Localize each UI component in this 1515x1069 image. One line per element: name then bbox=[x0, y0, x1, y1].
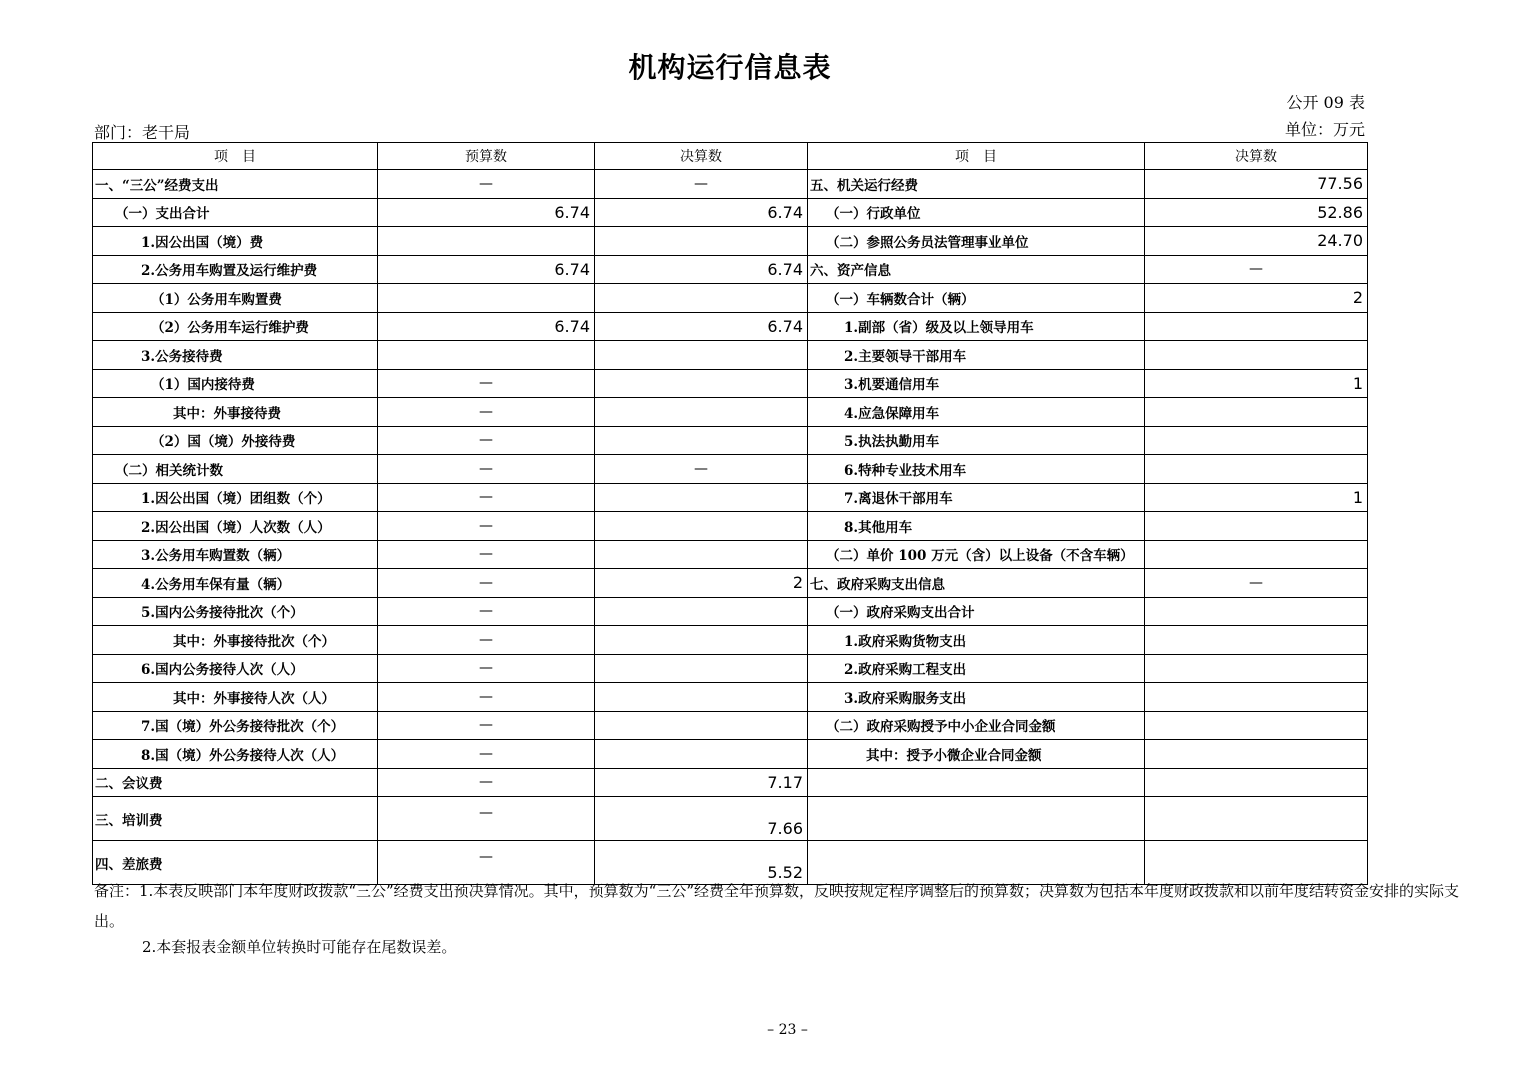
table-row bbox=[93, 426, 1368, 455]
table-row bbox=[93, 483, 1368, 512]
right-item-label: 7.离退休干部用车 bbox=[808, 483, 1145, 512]
right-item-label: 六、资产信息 bbox=[808, 255, 1145, 284]
header-item-left: 项 目 bbox=[93, 143, 378, 170]
final-value-right: 2 bbox=[1145, 284, 1368, 313]
final-value-right: 24.70 bbox=[1145, 227, 1368, 256]
final-value-right bbox=[1145, 597, 1368, 626]
left-item-label: （二）相关统计数 bbox=[93, 455, 378, 484]
final-value-left bbox=[595, 626, 808, 655]
right-item-label bbox=[808, 768, 1145, 797]
final-value-right bbox=[1145, 512, 1368, 541]
final-value-left bbox=[595, 740, 808, 769]
final-value-left: 7.17 bbox=[595, 768, 808, 797]
page-title: 机构运行信息表 bbox=[628, 51, 832, 84]
left-item-label: 3.公务用车购置数（辆） bbox=[93, 540, 378, 569]
table-row bbox=[93, 170, 1368, 199]
table-row bbox=[93, 797, 1368, 841]
final-value-left bbox=[595, 654, 808, 683]
table-header-row bbox=[93, 143, 1368, 170]
budget-value: — bbox=[378, 483, 595, 512]
budget-value: — bbox=[378, 597, 595, 626]
budget-value: — bbox=[378, 711, 595, 740]
final-value-left bbox=[595, 426, 808, 455]
final-value-right bbox=[1145, 455, 1368, 484]
final-value-left bbox=[595, 597, 808, 626]
budget-value: — bbox=[378, 841, 595, 885]
budget-value: — bbox=[378, 398, 595, 427]
left-item-label: 三、培训费 bbox=[93, 797, 378, 841]
header-final-left: 决算数 bbox=[595, 143, 808, 170]
right-item-label: （一）车辆数合计（辆） bbox=[808, 284, 1145, 313]
right-item-label: 七、政府采购支出信息 bbox=[808, 569, 1145, 598]
left-item-label: 7.国（境）外公务接待批次（个） bbox=[93, 711, 378, 740]
right-item-label: 2.政府采购工程支出 bbox=[808, 654, 1145, 683]
right-item-label: （一）行政单位 bbox=[808, 198, 1145, 227]
table-row bbox=[93, 654, 1368, 683]
table-number: 公开 09 表 bbox=[1286, 93, 1365, 112]
budget-value: — bbox=[378, 654, 595, 683]
right-item-label: 1.政府采购货物支出 bbox=[808, 626, 1145, 655]
department-label: 部门：老干局 bbox=[94, 123, 191, 142]
final-value-left bbox=[595, 683, 808, 712]
table-row bbox=[93, 597, 1368, 626]
right-item-label: 5.执法执勤用车 bbox=[808, 426, 1145, 455]
table-row bbox=[93, 255, 1368, 284]
footnote-1: 备注：1.本表反映部门本年度财政拨款“三公”经费支出预决算情况。其中，预算数为“三公”经费全年预算数，反映按规定程序调整后的预算数；决算数为包括本年度财政拨款和以前年度结转资金安排的实际支出。 bbox=[94, 882, 1459, 930]
left-item-label: 5.国内公务接待批次（个） bbox=[93, 597, 378, 626]
left-item-label: 其中：外事接待费 bbox=[93, 398, 378, 427]
table-row bbox=[93, 312, 1368, 341]
final-value-right bbox=[1145, 768, 1368, 797]
final-value-right: 77.56 bbox=[1145, 170, 1368, 199]
final-value-left bbox=[595, 398, 808, 427]
left-item-label: （1）国内接待费 bbox=[93, 369, 378, 398]
final-value-left bbox=[595, 512, 808, 541]
table-row bbox=[93, 683, 1368, 712]
final-value-left: 6.74 bbox=[595, 198, 808, 227]
final-value-right bbox=[1145, 626, 1368, 655]
final-value-left: — bbox=[595, 170, 808, 199]
final-value-right bbox=[1145, 740, 1368, 769]
table-row bbox=[93, 455, 1368, 484]
left-item-label: 一、“三公”经费支出 bbox=[93, 170, 378, 199]
left-item-label: 1.因公出国（境）费 bbox=[93, 227, 378, 256]
budget-value: 6.74 bbox=[378, 312, 595, 341]
right-item-label: 其中：授予小微企业合同金额 bbox=[808, 740, 1145, 769]
right-item-label bbox=[808, 797, 1145, 841]
unit-label: 单位：万元 bbox=[1284, 120, 1365, 139]
table-row bbox=[93, 768, 1368, 797]
final-value-left bbox=[595, 540, 808, 569]
table-row bbox=[93, 227, 1368, 256]
table-row bbox=[93, 512, 1368, 541]
final-value-left bbox=[595, 284, 808, 313]
header-budget: 预算数 bbox=[378, 143, 595, 170]
right-item-label: 6.特种专业技术用车 bbox=[808, 455, 1145, 484]
left-item-label: （2）国（境）外接待费 bbox=[93, 426, 378, 455]
table-row bbox=[93, 569, 1368, 598]
final-value-left bbox=[595, 711, 808, 740]
budget-value: — bbox=[378, 369, 595, 398]
budget-value: — bbox=[378, 170, 595, 199]
left-item-label: 1.因公出国（境）团组数（个） bbox=[93, 483, 378, 512]
final-value-left: — bbox=[595, 455, 808, 484]
budget-value: — bbox=[378, 626, 595, 655]
table-row bbox=[93, 398, 1368, 427]
left-item-label: 4.公务用车保有量（辆） bbox=[93, 569, 378, 598]
budget-value bbox=[378, 341, 595, 370]
final-value-right: — bbox=[1145, 569, 1368, 598]
header-final-right: 决算数 bbox=[1145, 143, 1368, 170]
left-item-label: 8.国（境）外公务接待人次（人） bbox=[93, 740, 378, 769]
right-item-label: （二）单价 100 万元（含）以上设备（不含车辆） bbox=[808, 540, 1145, 569]
final-value-left: 6.74 bbox=[595, 255, 808, 284]
footnote-2: 2.本套报表金额单位转换时可能存在尾数误差。 bbox=[142, 938, 457, 956]
left-item-label: 3.公务接待费 bbox=[93, 341, 378, 370]
right-item-label: 3.机要通信用车 bbox=[808, 369, 1145, 398]
final-value-right bbox=[1145, 312, 1368, 341]
right-item-label: （二）政府采购授予中小企业合同金额 bbox=[808, 711, 1145, 740]
left-item-label: 其中：外事接待人次（人） bbox=[93, 683, 378, 712]
table-row bbox=[93, 711, 1368, 740]
header-item-right: 项 目 bbox=[808, 143, 1145, 170]
budget-value bbox=[378, 227, 595, 256]
final-value-left: 5.52 bbox=[595, 841, 808, 885]
left-item-label: 二、会议费 bbox=[93, 768, 378, 797]
left-item-label: 2.因公出国（境）人次数（人） bbox=[93, 512, 378, 541]
final-value-right bbox=[1145, 797, 1368, 841]
budget-value: — bbox=[378, 455, 595, 484]
final-value-right: 1 bbox=[1145, 483, 1368, 512]
budget-value: — bbox=[378, 683, 595, 712]
final-value-right bbox=[1145, 683, 1368, 712]
table-row bbox=[93, 369, 1368, 398]
budget-value: — bbox=[378, 797, 595, 841]
right-item-label: （一）政府采购支出合计 bbox=[808, 597, 1145, 626]
budget-value: — bbox=[378, 540, 595, 569]
final-value-right: — bbox=[1145, 255, 1368, 284]
table-row bbox=[93, 540, 1368, 569]
final-value-right: 1 bbox=[1145, 369, 1368, 398]
final-value-right bbox=[1145, 711, 1368, 740]
final-value-right bbox=[1145, 654, 1368, 683]
right-item-label: 五、机关运行经费 bbox=[808, 170, 1145, 199]
table-row bbox=[93, 740, 1368, 769]
table-row bbox=[93, 626, 1368, 655]
budget-value: — bbox=[378, 569, 595, 598]
budget-value: — bbox=[378, 426, 595, 455]
right-item-label: 4.应急保障用车 bbox=[808, 398, 1145, 427]
left-item-label: （一）支出合计 bbox=[93, 198, 378, 227]
left-item-label: （2）公务用车运行维护费 bbox=[93, 312, 378, 341]
table-body bbox=[93, 170, 1368, 885]
left-item-label: （1）公务用车购置费 bbox=[93, 284, 378, 313]
budget-value: — bbox=[378, 512, 595, 541]
final-value-left bbox=[595, 369, 808, 398]
final-value-left bbox=[595, 227, 808, 256]
final-value-right bbox=[1145, 540, 1368, 569]
budget-value bbox=[378, 284, 595, 313]
right-item-label: 8.其他用车 bbox=[808, 512, 1145, 541]
final-value-right bbox=[1145, 341, 1368, 370]
budget-value: 6.74 bbox=[378, 198, 595, 227]
table-row bbox=[93, 284, 1368, 313]
right-item-label: 1.副部（省）级及以上领导用车 bbox=[808, 312, 1145, 341]
final-value-left: 2 bbox=[595, 569, 808, 598]
page-number: – 23 – bbox=[767, 1022, 808, 1038]
right-item-label: 3.政府采购服务支出 bbox=[808, 683, 1145, 712]
right-item-label: 2.主要领导干部用车 bbox=[808, 341, 1145, 370]
left-item-label: 四、差旅费 bbox=[93, 841, 378, 885]
final-value-left: 7.66 bbox=[595, 797, 808, 841]
budget-value: — bbox=[378, 740, 595, 769]
table-row bbox=[93, 341, 1368, 370]
final-value-left: 6.74 bbox=[595, 312, 808, 341]
institution-operation-table bbox=[92, 142, 1368, 885]
right-item-label: （二）参照公务员法管理事业单位 bbox=[808, 227, 1145, 256]
budget-value: 6.74 bbox=[378, 255, 595, 284]
final-value-right: 52.86 bbox=[1145, 198, 1368, 227]
left-item-label: 其中：外事接待批次（个） bbox=[93, 626, 378, 655]
budget-value: — bbox=[378, 768, 595, 797]
left-item-label: 6.国内公务接待人次（人） bbox=[93, 654, 378, 683]
table-row bbox=[93, 198, 1368, 227]
final-value-left bbox=[595, 341, 808, 370]
final-value-left bbox=[595, 483, 808, 512]
final-value-right bbox=[1145, 426, 1368, 455]
left-item-label: 2.公务用车购置及运行维护费 bbox=[93, 255, 378, 284]
final-value-right bbox=[1145, 398, 1368, 427]
